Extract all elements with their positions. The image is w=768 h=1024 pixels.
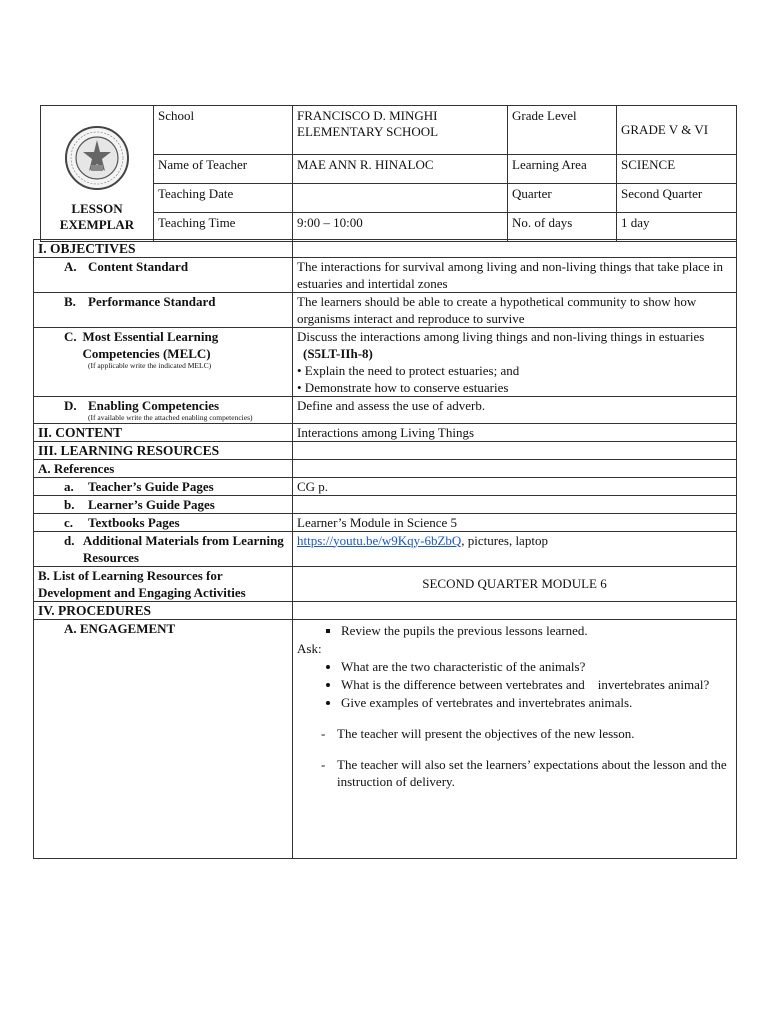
school-label: School [154, 106, 293, 155]
am-text: Additional Materials from Learning Resources [82, 532, 284, 565]
note-2-text: The teacher will also set the learners’ expectations about the lesson and the instruction of delivery. [337, 756, 727, 789]
grade-level-value: GRADE V & VI [617, 106, 737, 155]
am-value [293, 531, 737, 566]
procedures-title: IV. PROCEDURES [34, 601, 293, 619]
engagement-content [293, 619, 737, 858]
tg-text: Teacher’s Guide Pages [88, 478, 214, 494]
performance-standard-text: Performance Standard [88, 294, 216, 309]
enabling-label [34, 397, 293, 424]
content-standard-label [34, 258, 293, 293]
tg-label [34, 477, 293, 495]
content-standard-text: Content Standard [88, 259, 189, 274]
teacher-value: MAE ANN R. HINALOC [293, 155, 508, 184]
procedures-blank [293, 601, 737, 619]
content-standard-letter: A. [64, 259, 77, 274]
melc-value [293, 328, 737, 397]
enabling-value: Define and assess the use of adverb. [293, 397, 737, 424]
tb-text: Textbooks Pages [88, 514, 180, 530]
lg-letter: b. [64, 496, 75, 512]
performance-standard-label [34, 293, 293, 328]
melc-letter: C. [64, 329, 77, 344]
review-list [297, 622, 732, 639]
note-1-text: The teacher will present the objectives of the new lesson. [337, 725, 635, 741]
melc-text: Most Essential Learning Competencies (MELC) [82, 329, 219, 361]
teacher-label: Name of Teacher [154, 155, 293, 184]
am-letter: d. [64, 532, 75, 548]
melc-bullet-1: • Explain the need to protect estuaries; and [297, 363, 520, 378]
teaching-date-label: Teaching Date [154, 184, 293, 213]
teaching-date-value [293, 184, 508, 213]
grade-level-label: Grade Level [508, 106, 617, 155]
header-table [40, 105, 737, 242]
melc-label [34, 328, 293, 397]
dash-2: - [321, 756, 326, 772]
content-value: Interactions among Living Things [293, 423, 737, 441]
teaching-time-value: 9:00 – 10:00 [293, 213, 508, 242]
list-value: SECOND QUARTER MODULE 6 [293, 566, 737, 601]
dash-1: - [321, 725, 326, 741]
list-title: B. List of Learning Resources for Development and Engaging Activities [34, 566, 293, 601]
teaching-time-label: Teaching Time [154, 213, 293, 242]
days-value: 1 day [617, 213, 737, 242]
am-label [34, 531, 293, 566]
quarter-label: Quarter [508, 184, 617, 213]
question-item: • What are the two characteristic of the animals? [341, 658, 732, 675]
learning-area-value: SCIENCE [617, 155, 737, 184]
tb-value: Learner’s Module in Science 5 [293, 513, 737, 531]
engagement-label: A. ENGAGEMENT [34, 619, 293, 858]
quarter-value: Second Quarter [617, 184, 737, 213]
question-list [297, 658, 732, 711]
deped-seal-icon [64, 125, 130, 191]
lg-label [34, 495, 293, 513]
ask-label: Ask: [297, 640, 322, 656]
tb-label [34, 513, 293, 531]
enabling-text: Enabling Competencies [88, 398, 220, 413]
lg-text: Learner’s Guide Pages [88, 496, 215, 512]
teacher-note-2 [297, 756, 732, 790]
question-item: • What is the difference between vertebrates and invertebrates animal? [341, 676, 732, 693]
doc-type-line2: EXEMPLAR [59, 217, 135, 232]
performance-standard-letter: B. [64, 294, 76, 309]
references-title: A. References [34, 459, 293, 477]
resources-blank [293, 441, 737, 459]
review-item: ▪ Review the pupils the previous lessons learned. [341, 622, 732, 639]
days-label: No. of days [508, 213, 617, 242]
tg-value: CG p. [293, 477, 737, 495]
school-value: FRANCISCO D. MINGHI ELEMENTARY SCHOOL [293, 106, 508, 155]
youtube-link[interactable]: https://youtu.be/w9Kqy-6bZbQ [297, 532, 462, 548]
melc-code: (S5LT-IIh-8) [303, 346, 373, 361]
tb-letter: c. [64, 514, 74, 530]
lesson-plan-table [33, 239, 737, 859]
question-item: • Give examples of vertebrates and invertebrates animals. [341, 694, 732, 711]
am-rest: , pictures, laptop [461, 532, 548, 548]
resources-title: III. LEARNING RESOURCES [34, 441, 293, 459]
enabling-note: (If available write the attached enabling competencies) [88, 413, 253, 422]
melc-bullet-2: • Demonstrate how to conserve estuaries [297, 380, 509, 395]
objectives-title: I. OBJECTIVES [34, 240, 293, 258]
melc-note: (If applicable write the indicated MELC) [88, 361, 212, 370]
performance-standard-value: The learners should be able to create a hypothetical community to show how organisms interact and reproduce to survive [293, 293, 737, 328]
tg-letter: a. [64, 478, 74, 494]
objectives-blank [293, 240, 737, 258]
doc-type-line1: LESSON [71, 201, 123, 216]
references-blank [293, 459, 737, 477]
melc-description: Discuss the interactions among living things and non-living things in estuaries [297, 329, 705, 344]
content-standard-value: The interactions for survival among living and non-living things that take place in estuaries and intertidal zones [293, 258, 737, 293]
content-title: II. CONTENT [34, 423, 293, 441]
logo-cell [41, 106, 154, 242]
lg-value [293, 495, 737, 513]
enabling-letter: D. [64, 398, 77, 413]
learning-area-label: Learning Area [508, 155, 617, 184]
teacher-note-1 [297, 725, 732, 742]
